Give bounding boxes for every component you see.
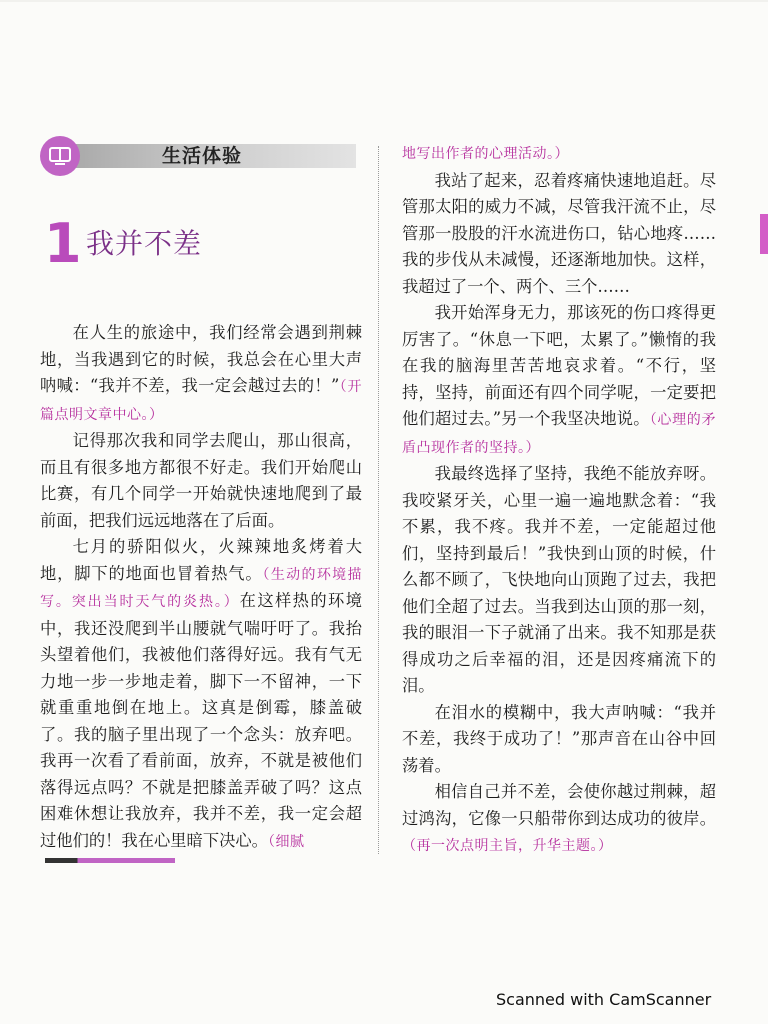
paragraph: 我站了起来，忍着疼痛快速地追赶。尽管那太阳的威力不减，尽管我汗流不止，尽管那一股股的汗水流进伤口，钻心地疼……我的步伐从未减慢，还逐渐地加快。这样，我超过了一个、两个、三个…… [402,170,716,296]
footer-bar [45,858,175,863]
annotation: 地写出作者的心理活动。） [402,146,569,162]
annotation: （再一次点明主旨，升华主题。） [402,838,613,854]
paragraph: 七月的骄阳似火，火辣辣地炙烤着大地，脚下的地面也冒着热气。（生动的环境描写。突出当时天气的炎热。）在这样热的环境中，我还没爬到半山腰就气喘吁吁了。我抬头望着他们，我被他们落得好远。我有气无力地一步一步地走着，脚下一不留神，一下就重重地倒在地上。这真是倒霉，膝盖破了。我的脑子里出现了一个念头：放弃吧。我再一次看了看前面，放弃，不就是被他们落得远点吗？不就是把膝盖弄破了吗？这点困难休想让我放弃，我并不差，我一定会超过他们的！我在心里暗下决心。（细腻 [40,537,362,850]
annotation: （生动的环境描写。突出当时天气的炎热。） [40,566,362,610]
paragraph [402,140,716,168]
paragraph: 我最终选择了坚持，我绝不能放弃呀。我咬紧牙关，心里一遍一遍地默念着：“我不累，我不疼。我并不差，一定能超过他们，坚持到最后！”我快到山顶的时候，什么都不顾了，飞快地向山顶跑了过去，我把他们全超了过去。当我到达山顶的那一刻，我的眼泪一下子就涌了出来。我不知那是获得成功之后幸福的泪，还是因疼痛流下的泪。 [402,464,716,695]
paragraph: 我开始浑身无力，那该死的伤口疼得更厉害了。“休息一下吧，太累了。”懒惰的我在我的脑海里苦苦地哀求着。“不行，坚持，坚持，前面还有四个同学呢，一定要把他们超过去。”另一个我坚决地说。（心理的矛盾凸现作者的坚持。） [402,303,717,456]
scanner-watermark: Scanned with CamScanner [496,990,712,1009]
paragraph: 在泪水的模糊中，我大声呐喊：“我并不差，我终于成功了！”那声音在山谷中回荡着。 [402,702,716,775]
section-badge [40,136,80,176]
right-column [402,140,716,860]
paragraph: 相信自己并不差，会使你越过荆棘，超过鸿沟，它像一只船带你到达成功的彼岸。（再一次点明主旨，升华主题。） [402,782,716,854]
section-label: 生活体验 [162,145,243,167]
left-column [40,320,362,855]
column-divider [378,146,379,854]
book-icon [49,147,71,165]
page-edge-tab [760,214,768,254]
annotation: （心理的矛盾凸现作者的坚持。） [402,412,717,456]
annotation: （开篇点明文章中心。） [40,379,362,423]
chapter-title: 我并不差 [86,227,203,260]
annotation: （细腻 [267,833,305,850]
paragraph: 记得那次我和同学去爬山，那山很高，而且有很多地方都很不好走。我们开始爬山比赛，有几个同学一开始就快速地爬到了最前面，把我们远远地落在了后面。 [40,431,362,530]
paragraph: 在人生的旅途中，我们经常会遇到荆棘地，当我遇到它的时候，我总会在心里大声呐喊：“我并不差，我一定会越过去的！”（开篇点明文章中心。） [40,323,362,423]
section-header [40,136,356,176]
scan-edge [0,0,768,2]
chapter-number: 1 [44,212,82,275]
